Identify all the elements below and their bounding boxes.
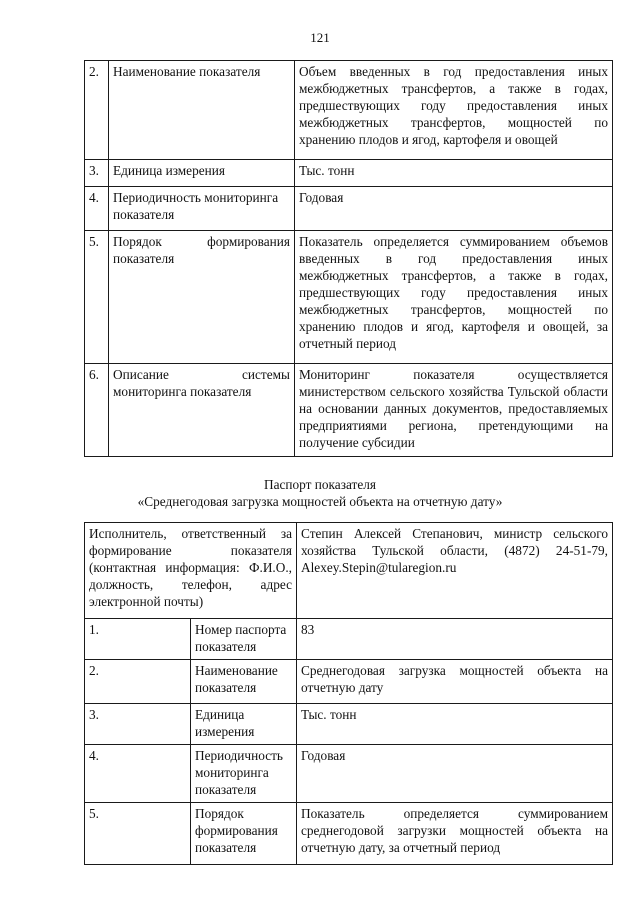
table-row: [85, 523, 613, 619]
row-number: 3.: [85, 160, 109, 187]
table-row: [85, 704, 613, 745]
row-label: Наименование показателя: [109, 61, 295, 160]
indicator-table-continued: [84, 60, 613, 457]
row-label: Описание системы мониторинга показателя: [109, 364, 295, 457]
row-number: 3.: [85, 704, 191, 745]
table-row: [85, 660, 613, 704]
row-value: Годовая: [295, 187, 613, 231]
row-number: 5.: [85, 231, 109, 364]
row-number: 5.: [85, 803, 191, 865]
row-value: Среднегодовая загрузка мощностей объекта на отчетную дату: [297, 660, 613, 704]
row-value: Объем введенных в год предоставления иных межбюджетных трансфертов, а также в годах, предшествующих году предоставления иных межбюджетных трансфертов, мощностей по хранению плодов и ягод, картофеля и овощей: [295, 61, 613, 160]
table-row: [85, 364, 613, 457]
row-number: 4.: [85, 187, 109, 231]
row-value: Тыс. тонн: [297, 704, 613, 745]
row-label: Номер паспорта показателя: [191, 619, 297, 660]
row-value: Годовая: [297, 745, 613, 803]
row-value: Мониторинг показателя осуществляется министерством сельского хозяйства Тульской области на основании данных документов, предоставляемых предприятиями региона, претендующими на получение субсидии: [295, 364, 613, 457]
executor-label: Исполнитель, ответственный за формирование показателя (контактная информация: Ф.И.О., должность, телефон, адрес электронной почты): [85, 523, 297, 619]
passport-heading: [0, 476, 640, 510]
row-number: 1.: [85, 619, 191, 660]
row-label: Наименование показателя: [191, 660, 297, 704]
table-row: [85, 61, 613, 160]
executor-value: Степин Алексей Степанович, министр сельского хозяйства Тульской области, (4872) 24-51-79, Alexey.Stepin@tularegion.ru: [297, 523, 613, 619]
row-value: 83: [297, 619, 613, 660]
table-row: [85, 160, 613, 187]
row-value: Показатель определяется суммированием объемов введенных в год предоставления иных межбюджетных трансфертов, а также в годах, предшествующих году предоставления иных межбюджетных трансфертов, мощностей по хранению плодов и ягод, картофеля и овощей, за отчетный период: [295, 231, 613, 364]
row-label: Порядок формирования показателя: [109, 231, 295, 364]
passport-indicator-name: «Среднегодовая загрузка мощностей объекта на отчетную дату»: [137, 494, 503, 509]
row-number: 2.: [85, 660, 191, 704]
table-row: [85, 187, 613, 231]
table-row: [85, 619, 613, 660]
row-label: Единица измерения: [191, 704, 297, 745]
table-row: [85, 803, 613, 865]
row-number: 2.: [85, 61, 109, 160]
row-number: 6.: [85, 364, 109, 457]
row-number: 4.: [85, 745, 191, 803]
page-number: 121: [310, 30, 330, 45]
row-label: Единица измерения: [109, 160, 295, 187]
table-row: [85, 745, 613, 803]
indicator-passport-table: [84, 522, 613, 865]
row-label: Периодичность мониторинга показателя: [109, 187, 295, 231]
passport-title: Паспорт показателя: [264, 477, 376, 492]
table-row: [85, 231, 613, 364]
row-label: Порядок формирования показателя: [191, 803, 297, 865]
row-label: Периодичность мониторинга показателя: [191, 745, 297, 803]
row-value: Показатель определяется суммированием среднегодовой загрузки мощностей объекта на отчетную дату, за отчетный период: [297, 803, 613, 865]
row-value: Тыс. тонн: [295, 160, 613, 187]
